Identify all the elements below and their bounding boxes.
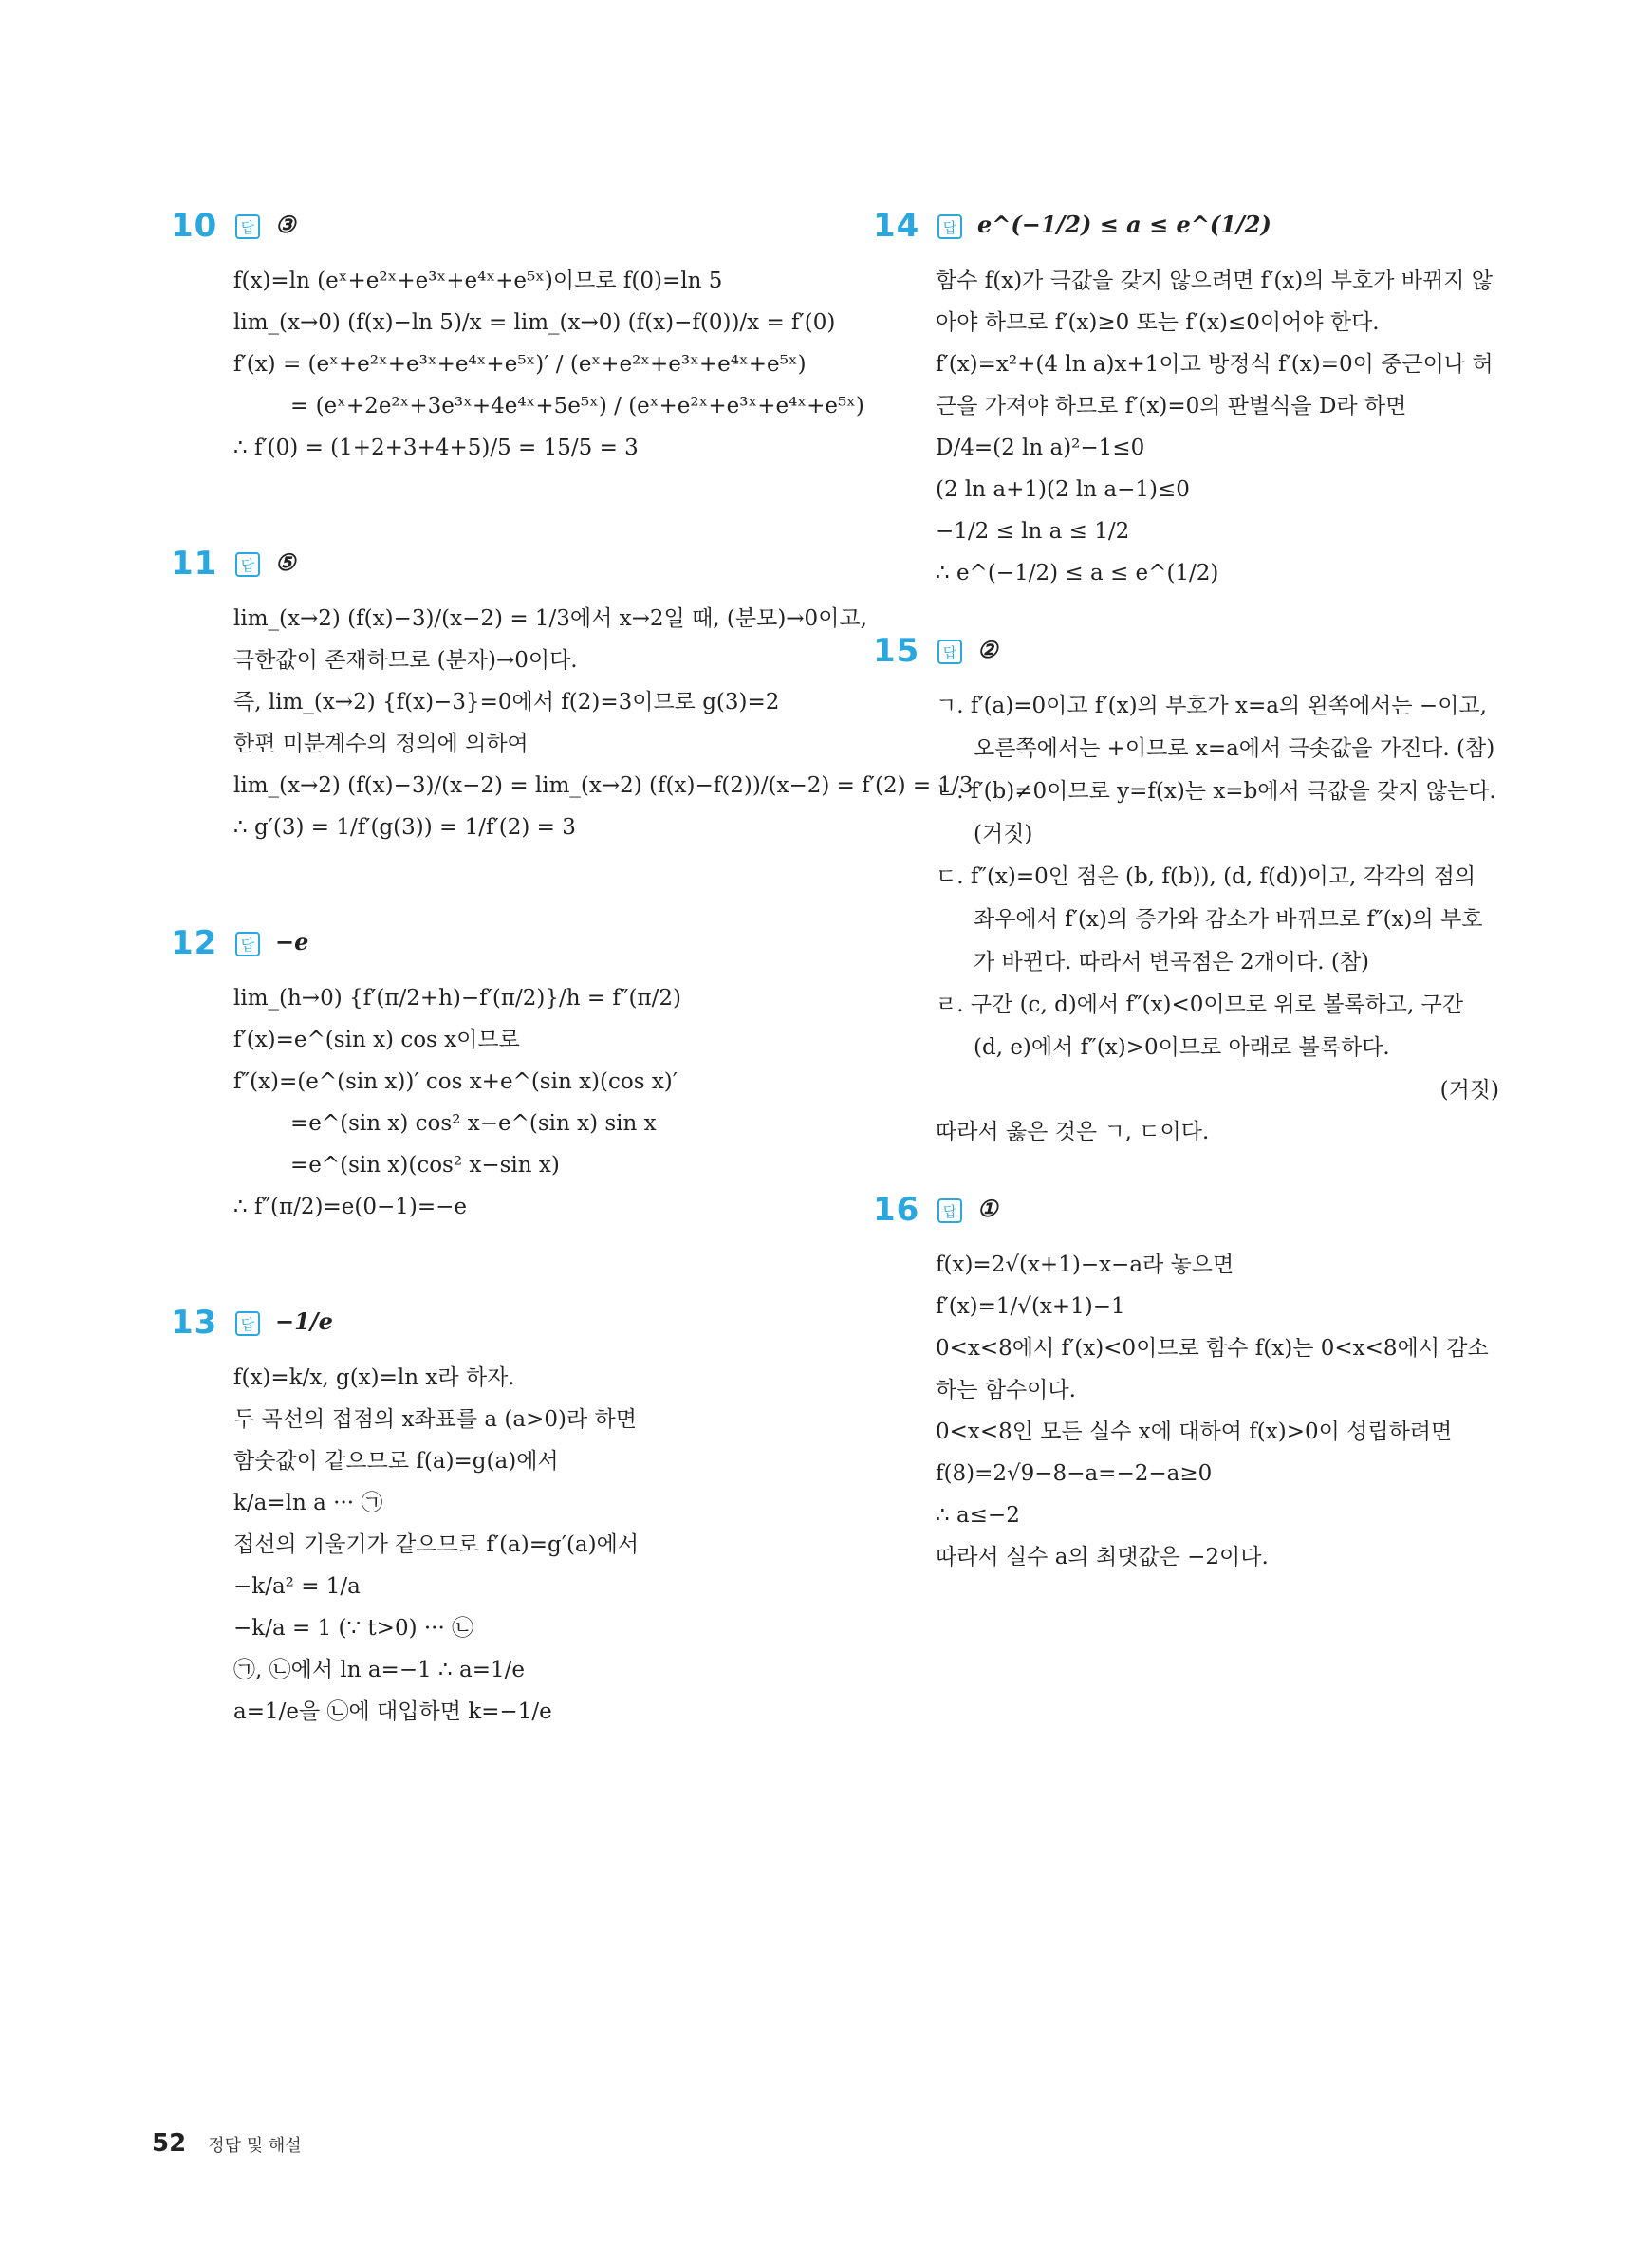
solution-line: f′(x) = (eˣ+e²ˣ+e³ˣ+e⁴ˣ+e⁵ˣ)′ / (eˣ+e²ˣ+e³ˣ+e⁴ˣ+e⁵ˣ): [233, 352, 807, 377]
solution-line: 따라서 실수 a의 최댓값은 −2이다.: [936, 1545, 1269, 1569]
solution-line: ∴ e^(−1/2) ≤ a ≤ e^(1/2): [936, 561, 1219, 585]
solution-line: a=1/e을 ㉡에 대입하면 k=−1/e: [233, 1699, 552, 1724]
problem-10: [171, 207, 864, 469]
answer-value: ③: [275, 211, 296, 238]
answer-value: ②: [977, 636, 998, 663]
answer-badge: 답: [235, 932, 260, 956]
solution-line: ∴ f″(π/2)=e(0−1)=−e: [233, 1195, 468, 1219]
solution-line: f′(x)=1/√(x+1)−1: [936, 1294, 1125, 1319]
problem-12: [171, 924, 778, 1228]
solution-line: lim_(h→0) {f′(π/2+h)−f′(π/2)}/h = f″(π/2): [233, 986, 681, 1011]
solution-line: 0<x<8인 모든 실수 x에 대하여 f(x)>0이 성립하려면: [936, 1420, 1453, 1444]
answer-badge: 답: [235, 1311, 260, 1336]
solution-line: =e^(sin x)(cos² x−sin x): [290, 1153, 560, 1178]
solution-line: f(8)=2√9−8−a=−2−a≥0: [936, 1461, 1213, 1486]
conclusion-line: 따라서 옳은 것은 ㄱ, ㄷ이다.: [936, 1120, 1210, 1144]
answer-value: e^(−1/2) ≤ a ≤ e^(1/2): [977, 211, 1271, 238]
problem-number: 10: [171, 207, 218, 245]
solution-line: ㉠, ㉡에서 ln a=−1 ∴ a=1/e: [233, 1658, 525, 1682]
solution-line: 한편 미분계수의 정의에 의하여: [233, 732, 529, 756]
solution-line: f′(x)=e^(sin x) cos x이므로: [233, 1028, 520, 1052]
solution-line: −k/a = 1 (∵ t>0) ··· ㉡: [233, 1616, 474, 1641]
solution-line: k/a=ln a ··· ㉠: [233, 1491, 383, 1515]
answer-value: ⑤: [275, 548, 296, 576]
answer-badge: 답: [235, 552, 260, 577]
problem-number: 13: [171, 1304, 218, 1342]
answer-badge: 답: [937, 214, 962, 239]
solution-line: lim_(x→2) (f(x)−3)/(x−2) = 1/3에서 x→2일 때, (분모)→0이고,: [233, 606, 867, 631]
solution-line: f(x)=2√(x+1)−x−a라 놓으면: [936, 1253, 1234, 1277]
solution-line: (2 ln a+1)(2 ln a−1)≤0: [936, 477, 1190, 502]
solution-line: ∴ g′(3) = 1/f′(g(3)) = 1/f′(2) = 3: [233, 815, 576, 840]
problem-14: [873, 207, 1499, 594]
solution-line: ∴ a≤−2: [936, 1503, 1020, 1528]
problem-number: 14: [873, 207, 920, 245]
solution-line: −1/2 ≤ ln a ≤ 1/2: [936, 519, 1130, 544]
solution-line: f″(x)=(e^(sin x))′ cos x+e^(sin x)(cos x)′: [233, 1069, 678, 1094]
solution-paragraph: 함수 f(x)가 극값을 갖지 않으려면 f′(x)의 부호가 바뀌지 않아야 하므로 f′(x)≥0 또는 f′(x)≤0이어야 한다.: [936, 269, 1493, 335]
answer-badge: 답: [937, 1198, 962, 1223]
problem-number: 16: [873, 1191, 920, 1229]
solution-line: D/4=(2 ln a)²−1≤0: [936, 436, 1145, 460]
statement-item: ㄴ. f′(b)≠0이므로 y=f(x)는 x=b에서 극값을 갖지 않는다. (거짓): [936, 779, 1496, 846]
solution-line: = (eˣ+2e²ˣ+3e³ˣ+4e⁴ˣ+5e⁵ˣ) / (eˣ+e²ˣ+e³ˣ+e⁴ˣ+e⁵ˣ): [290, 394, 864, 418]
solution-paragraph: f′(x)=x²+(4 ln a)x+1이고 방정식 f′(x)=0이 중근이나 허근을 가져야 하므로 f′(x)=0의 판별식을 D라 하면: [936, 352, 1494, 418]
problem-16: [873, 1191, 1499, 1578]
page-footer: [152, 2129, 302, 2158]
problem-number: 15: [873, 632, 920, 670]
answer-badge: 답: [235, 214, 260, 239]
answer-value: −1/e: [275, 1308, 333, 1335]
problem-number: 11: [171, 545, 218, 583]
solution-line: lim_(x→2) (f(x)−3)/(x−2) = lim_(x→2) (f(x)−f(2))/(x−2) = f′(2) = 1/3: [233, 773, 974, 798]
answer-value: −e: [275, 928, 309, 956]
answer-value: ①: [977, 1195, 998, 1222]
solution-line: 접선의 기울기가 같으므로 f′(a)=g′(a)에서: [233, 1532, 640, 1557]
statement-item: ㄷ. f″(x)=0인 점은 (b, f(b)), (d, f(d))이고, 각각의 점의 좌우에서 f′(x)의 증가와 감소가 바뀌므로 f″(x)의 부호가 바뀐다. 따라서 변곡점은 2개이다. (참): [936, 864, 1483, 974]
problem-15: [873, 632, 1499, 1153]
right-column: [873, 207, 1499, 1578]
answer-badge: 답: [937, 640, 962, 664]
problem-13: [171, 1304, 778, 1733]
solution-line: ∴ f′(0) = (1+2+3+4+5)/5 = 15/5 = 3: [233, 436, 639, 460]
solution-line: 두 곡선의 접점의 x좌표를 a (a>0)라 하면: [233, 1407, 637, 1432]
page-number: 52: [152, 2129, 187, 2158]
statement-item: ㄱ. f′(a)=0이고 f′(x)의 부호가 x=a의 왼쪽에서는 −이고, 오른쪽에서는 +이므로 x=a에서 극솟값을 가진다. (참): [936, 694, 1495, 761]
solution-paragraph: 0<x<8에서 f′(x)<0이므로 함수 f(x)는 0<x<8에서 감소하는 함수이다.: [936, 1336, 1489, 1402]
solution-line: 함숫값이 같으므로 f(a)=g(a)에서: [233, 1449, 559, 1474]
solution-line: lim_(x→0) (f(x)−ln 5)/x = lim_(x→0) (f(x)−f(0))/x = f′(0): [233, 310, 836, 335]
statement-item: ㄹ. 구간 (c, d)에서 f″(x)<0이므로 위로 볼록하고, 구간 (d, e)에서 f″(x)>0이므로 아래로 볼록하다.: [936, 993, 1464, 1060]
verdict-note: (거짓): [1439, 1078, 1499, 1103]
solution-line: f(x)=k/x, g(x)=ln x라 하자.: [233, 1365, 515, 1390]
page-section-label: 정답 및 해설: [208, 2136, 302, 2156]
problem-number: 12: [171, 924, 218, 962]
solution-line: 즉, lim_(x→2) {f(x)−3}=0에서 f(2)=3이므로 g(3)=2: [233, 690, 780, 714]
solution-line: f(x)=ln (eˣ+e²ˣ+e³ˣ+e⁴ˣ+e⁵ˣ)이므로 f(0)=ln 5: [233, 269, 723, 293]
solution-line: =e^(sin x) cos² x−e^(sin x) sin x: [290, 1111, 657, 1136]
solution-line: −k/a² = 1/a: [233, 1574, 361, 1599]
solution-line: 극한값이 존재하므로 (분자)→0이다.: [233, 648, 578, 673]
